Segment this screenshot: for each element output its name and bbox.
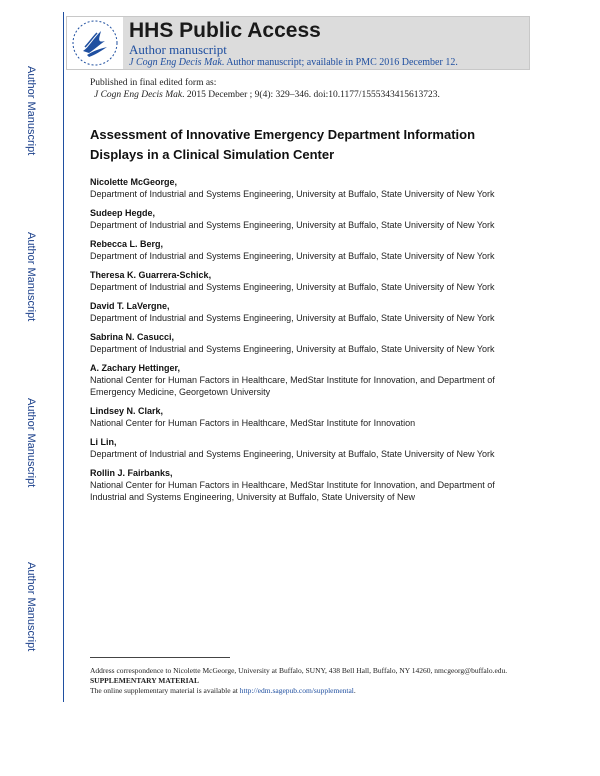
left-margin-rule — [63, 12, 64, 702]
citation-journal: J Cogn Eng Decis Mak — [94, 90, 183, 100]
hhs-title: HHS Public Access — [129, 19, 321, 42]
author-entry — [90, 238, 530, 262]
side-label-author-manuscript: Author Manuscript — [25, 398, 37, 488]
author-name: Lindsey N. Clark, — [90, 406, 164, 416]
author-affiliation: Department of Industrial and Systems Engineering, University at Buffalo, State University of New York — [90, 449, 495, 459]
citation — [90, 89, 440, 101]
author-name: Sabrina N. Casucci, — [90, 332, 175, 342]
hhs-header — [66, 16, 530, 70]
author-entry — [90, 300, 530, 324]
supplementary-heading: SUPPLEMENTARY MATERIAL — [90, 676, 199, 685]
article-title: Assessment of Innovative Emergency Department Information Displays in a Clinical Simulation Center — [90, 127, 476, 162]
author-manuscript-label: Author manuscript — [129, 42, 227, 57]
side-label-author-manuscript: Author Manuscript — [25, 562, 37, 652]
hhs-eagle-logo-icon — [67, 17, 123, 69]
author-entry — [90, 436, 530, 460]
author-affiliation: Department of Industrial and Systems Engineering, University at Buffalo, State University of New York — [90, 251, 495, 261]
availability-text: . Author manuscript; available in PMC 2016 December 12. — [221, 57, 458, 68]
correspondence-note: Address correspondence to Nicolette McGeorge, University at Buffalo, SUNY, 438 Bell Hall, Buffalo, NY 14260, nmcgeorg@buffalo.edu. — [90, 666, 508, 675]
author-name: Li Lin, — [90, 437, 117, 447]
author-name: Sudeep Hegde, — [90, 208, 156, 218]
author-entry — [90, 207, 530, 231]
author-affiliation: Department of Industrial and Systems Engineering, University at Buffalo, State University of New York — [90, 344, 495, 354]
author-entry — [90, 362, 530, 398]
author-name: A. Zachary Hettinger, — [90, 363, 181, 373]
author-affiliation: Department of Industrial and Systems Engineering, University at Buffalo, State University of New York — [90, 313, 495, 323]
author-name: David T. LaVergne, — [90, 301, 170, 311]
availability-note — [129, 57, 458, 68]
author-name: Rollin J. Fairbanks, — [90, 468, 173, 478]
author-entry — [90, 331, 530, 355]
author-affiliation: Department of Industrial and Systems Engineering, University at Buffalo, State University of New York — [90, 220, 495, 230]
author-entry — [90, 467, 530, 503]
supplementary-link[interactable]: http://edm.sagepub.com/supplemental — [239, 686, 354, 695]
author-entry — [90, 269, 530, 293]
author-name: Rebecca L. Berg, — [90, 239, 164, 249]
author-name: Nicolette McGeorge, — [90, 177, 178, 187]
author-list — [90, 176, 530, 510]
published-label: Published in final edited form as: — [90, 78, 217, 88]
publication-note — [90, 77, 440, 101]
author-name: Theresa K. Guarrera-Schick, — [90, 270, 212, 280]
author-affiliation: National Center for Human Factors in Healthcare, MedStar Institute for Innovation — [90, 418, 416, 428]
footnote-rule — [90, 657, 230, 658]
author-affiliation: Department of Industrial and Systems Engineering, University at Buffalo, State University of New York — [90, 282, 495, 292]
supplementary-note: The online supplementary material is available at http://edm.sagepub.com/supplemental. — [90, 686, 356, 695]
author-entry — [90, 176, 530, 200]
citation-details: . 2015 December ; 9(4): 329–346. doi:10.1177/1555343415613723. — [182, 90, 440, 100]
author-entry — [90, 405, 530, 429]
footnotes — [90, 666, 530, 696]
author-affiliation: Department of Industrial and Systems Engineering, University at Buffalo, State University of New York — [90, 189, 495, 199]
author-affiliation: National Center for Human Factors in Healthcare, MedStar Institute for Innovation, and Department of Emergency Medicine, Georgetown University — [90, 375, 495, 397]
author-affiliation: National Center for Human Factors in Healthcare, MedStar Institute for Innovation, and Department of Industrial and Systems Engineering, University at Buffalo, State University of New — [90, 480, 495, 502]
journal-abbrev: J Cogn Eng Decis Mak — [129, 57, 222, 68]
side-label-author-manuscript: Author Manuscript — [25, 232, 37, 322]
side-label-author-manuscript: Author Manuscript — [25, 66, 37, 156]
